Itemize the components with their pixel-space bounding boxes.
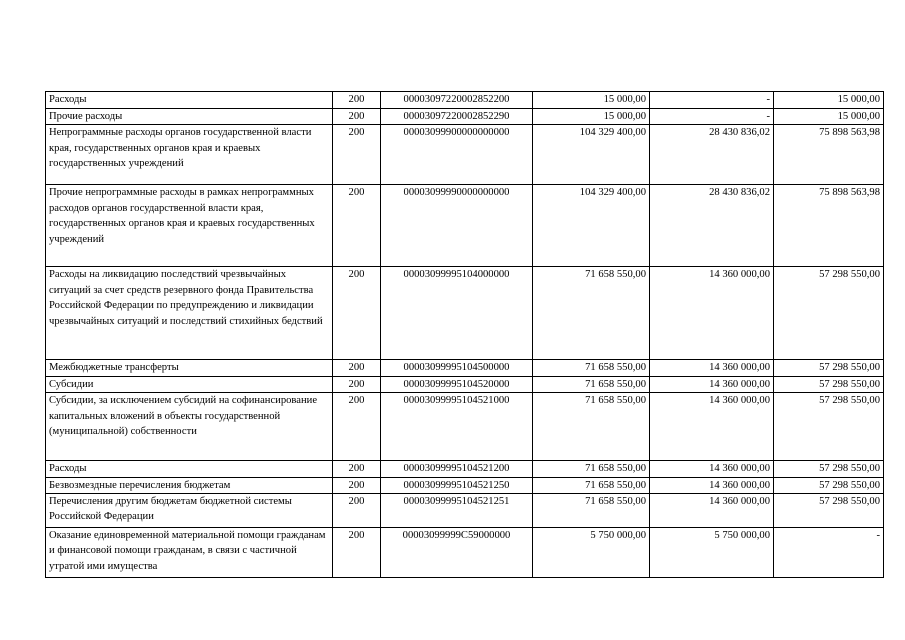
row-approved: 15 000,00 (533, 109, 650, 125)
row-budget-code: 00003099995104000000 (381, 267, 533, 360)
table-row (46, 92, 884, 109)
row-executed: 28 430 836,02 (650, 125, 774, 185)
row-line-code: 200 (333, 267, 381, 360)
row-approved: 5 750 000,00 (533, 528, 650, 578)
row-executed: 5 750 000,00 (650, 528, 774, 578)
row-unexecuted: 57 298 550,00 (774, 494, 884, 528)
row-line-code: 200 (333, 477, 381, 493)
table-row (46, 494, 884, 528)
table-row (46, 477, 884, 493)
row-executed: - (650, 109, 774, 125)
row-line-code: 200 (333, 185, 381, 267)
row-name: Прочие непрограммные расходы в рамках непрограммных расходов органов государственной власти края, государственных органов края и краевых государственных учреждений (46, 185, 333, 267)
table-row (46, 185, 884, 267)
report-sheet (45, 91, 884, 578)
row-line-code: 200 (333, 360, 381, 376)
row-executed: 14 360 000,00 (650, 393, 774, 461)
row-executed: 14 360 000,00 (650, 360, 774, 376)
row-name: Оказание единовременной материальной помощи гражданам и финансовой помощи гражданам, в связи с частичной утратой ими имущества (46, 528, 333, 578)
row-name: Расходы на ликвидацию последствий чрезвычайных ситуаций за счет средств резервного фонда Правительства Российской Федерации по предупреждению и ликвидации чрезвычайных ситуаций и последствий стихийных бедствий (46, 267, 333, 360)
row-unexecuted: 57 298 550,00 (774, 376, 884, 392)
table-row (46, 461, 884, 477)
row-budget-code: 00003097220002852200 (381, 92, 533, 109)
row-budget-code: 00003099995104500000 (381, 360, 533, 376)
row-line-code: 200 (333, 376, 381, 392)
row-unexecuted: 75 898 563,98 (774, 185, 884, 267)
row-unexecuted: 57 298 550,00 (774, 360, 884, 376)
row-executed: 28 430 836,02 (650, 185, 774, 267)
row-unexecuted: 15 000,00 (774, 109, 884, 125)
row-line-code: 200 (333, 528, 381, 578)
table-row (46, 267, 884, 360)
row-executed: 14 360 000,00 (650, 477, 774, 493)
row-name: Прочие расходы (46, 109, 333, 125)
row-name: Перечисления другим бюджетам бюджетной системы Российской Федерации (46, 494, 333, 528)
row-name: Межбюджетные трансферты (46, 360, 333, 376)
row-budget-code: 00003099995104521200 (381, 461, 533, 477)
row-approved: 15 000,00 (533, 92, 650, 109)
row-budget-code: 00003099990000000000 (381, 185, 533, 267)
table-row (46, 125, 884, 185)
row-line-code: 200 (333, 461, 381, 477)
row-line-code: 200 (333, 393, 381, 461)
row-name: Расходы (46, 461, 333, 477)
row-budget-code: 00003099995104521250 (381, 477, 533, 493)
row-unexecuted: 57 298 550,00 (774, 267, 884, 360)
row-budget-code: 00003097220002852290 (381, 109, 533, 125)
row-line-code: 200 (333, 125, 381, 185)
row-unexecuted: 15 000,00 (774, 92, 884, 109)
row-line-code: 200 (333, 494, 381, 528)
row-name: Расходы (46, 92, 333, 109)
table-row (46, 393, 884, 461)
row-budget-code: 00003099999С59000000 (381, 528, 533, 578)
row-executed: 14 360 000,00 (650, 461, 774, 477)
row-approved: 71 658 550,00 (533, 267, 650, 360)
row-approved: 71 658 550,00 (533, 461, 650, 477)
row-budget-code: 00003099995104521251 (381, 494, 533, 528)
row-line-code: 200 (333, 92, 381, 109)
row-unexecuted: 57 298 550,00 (774, 393, 884, 461)
row-unexecuted: - (774, 528, 884, 578)
row-executed: - (650, 92, 774, 109)
row-approved: 71 658 550,00 (533, 376, 650, 392)
row-unexecuted: 57 298 550,00 (774, 461, 884, 477)
row-budget-code: 00003099995104521000 (381, 393, 533, 461)
row-executed: 14 360 000,00 (650, 376, 774, 392)
row-executed: 14 360 000,00 (650, 494, 774, 528)
row-approved: 104 329 400,00 (533, 185, 650, 267)
row-name: Субсидии, за исключением субсидий на софинансирование капитальных вложений в объекты государственной (муниципальной) собственности (46, 393, 333, 461)
row-name: Субсидии (46, 376, 333, 392)
table-row (46, 376, 884, 392)
table-row (46, 360, 884, 376)
row-budget-code: 00003099900000000000 (381, 125, 533, 185)
row-line-code: 200 (333, 109, 381, 125)
row-executed: 14 360 000,00 (650, 267, 774, 360)
row-approved: 104 329 400,00 (533, 125, 650, 185)
row-name: Безвозмездные перечисления бюджетам (46, 477, 333, 493)
row-unexecuted: 57 298 550,00 (774, 477, 884, 493)
row-approved: 71 658 550,00 (533, 360, 650, 376)
row-approved: 71 658 550,00 (533, 393, 650, 461)
row-budget-code: 00003099995104520000 (381, 376, 533, 392)
budget-execution-table (45, 91, 884, 578)
table-row (46, 109, 884, 125)
row-approved: 71 658 550,00 (533, 477, 650, 493)
table-row (46, 528, 884, 578)
row-approved: 71 658 550,00 (533, 494, 650, 528)
row-unexecuted: 75 898 563,98 (774, 125, 884, 185)
row-name: Непрограммные расходы органов государственной власти края, государственных органов края и краевых государственных учреждений (46, 125, 333, 185)
